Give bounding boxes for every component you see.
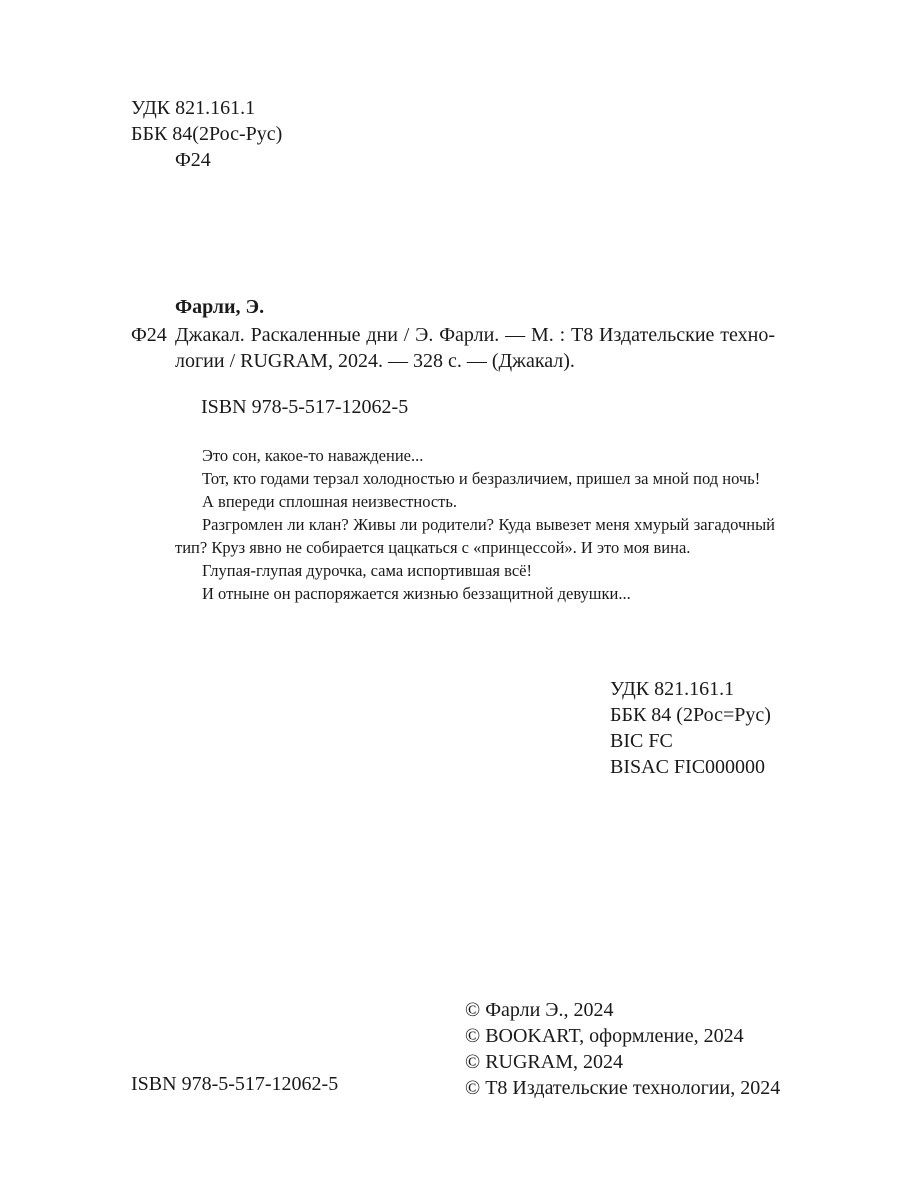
bibliographic-description [175, 322, 775, 374]
isbn-record: ISBN 978-5-517-12062-5 [201, 396, 409, 418]
copyright-line: © BOOKART, оформление, 2024 [465, 1025, 744, 1047]
udk-bbk-header [131, 95, 282, 173]
isbn-footer: ISBN 978-5-517-12062-5 [131, 1073, 339, 1095]
author-mark: Ф24 [175, 149, 211, 171]
annotation-paragraph: А впереди сплошная неизвестность. [202, 492, 458, 511]
copyright-block [465, 997, 780, 1101]
bbk-code: ББК 84(2Рос-Рус) [131, 123, 283, 145]
bibliographic-line-1: Джакал. Раскаленные дни / Э. Фарли. — М. : Т8 Издательские техно- [175, 324, 775, 346]
author-mark-left: Ф24 [131, 324, 167, 346]
annotation-paragraph: Это сон, какое-то наваждение... [202, 446, 424, 465]
annotation [175, 444, 775, 605]
annotation-paragraph: Глупая-глупая дурочка, сама испортившая всё! [202, 561, 532, 580]
bic-code: BIC FC [610, 730, 673, 752]
copyright-line: © RUGRAM, 2024 [465, 1051, 623, 1073]
author-heading: Фарли, Э. [175, 296, 265, 318]
udk-code-2: УДК 821.161.1 [610, 678, 735, 700]
annotation-paragraph: Тот, кто годами терзал холодностью и безразличием, пришел за мной под ночь! [202, 469, 761, 488]
copyright-line: © Т8 Издательские технологии, 2024 [465, 1077, 781, 1099]
udk-code: УДК 821.161.1 [131, 97, 256, 119]
annotation-paragraph: И отныне он распоряжается жизнью беззащитной девушки... [202, 584, 631, 603]
annotation-paragraph: Разгромлен ли клан? Живы ли родители? Куда вывезет меня хмурый загадочный тип? Круз явно не собирается цацкаться с «принцессой». И это моя вина. [175, 515, 775, 557]
bisac-code: BISAC FIC000000 [610, 756, 766, 778]
bibliographic-line-2: логии / RUGRAM, 2024. — 328 с. — (Джакал). [175, 350, 575, 372]
copyright-line: © Фарли Э., 2024 [465, 999, 614, 1021]
classification-block [610, 676, 771, 780]
bbk-code-2: ББК 84 (2Рос=Рус) [610, 704, 771, 726]
